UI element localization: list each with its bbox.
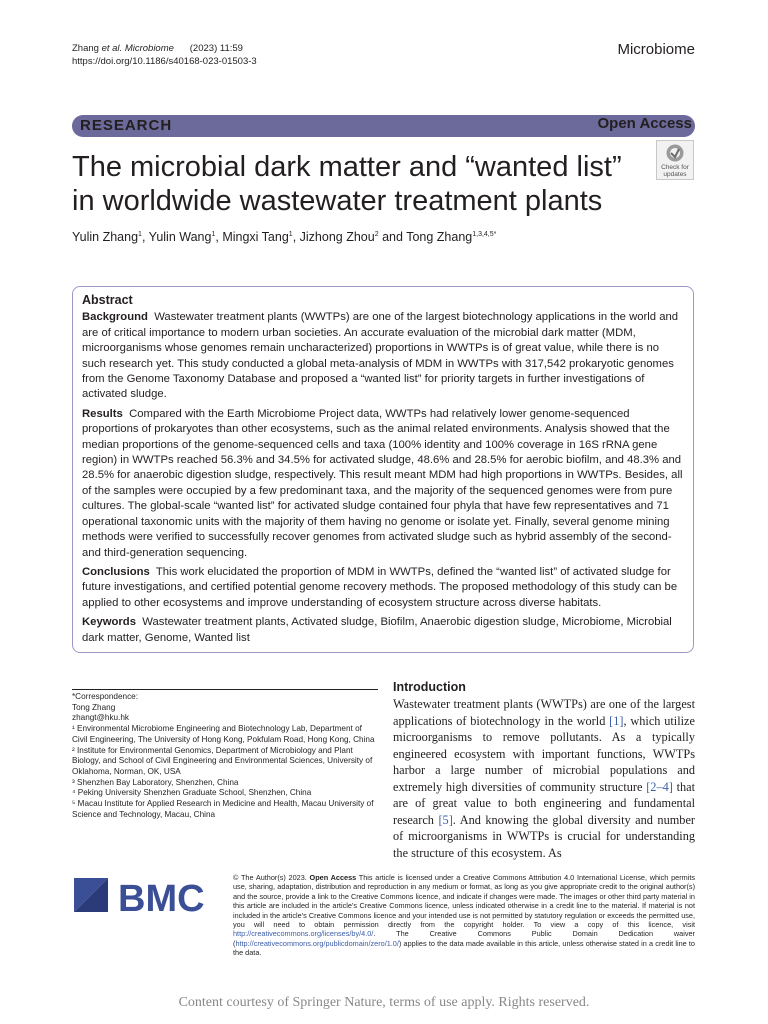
author-list: Yulin Zhang$^1$, Yulin Wang$^1$, Mingxi Tang$^1$, Jizhong Zhou$^2$ and Tong Zhang$^{1,3,4,5*}$ bbox=[72, 230, 497, 244]
citation-year: (2023) 11:59 bbox=[189, 43, 243, 54]
article-title: The microbial dark matter and “wanted list” in worldwide wastewater treatment plants bbox=[72, 151, 622, 217]
abstract-conclusions bbox=[82, 565, 684, 611]
license-end: ) applies to the data made available in this article, unless otherwise stated in a credit line to the data. bbox=[233, 938, 695, 958]
footnote-affiliation-1: ¹ Environmental Microbiome Engineering and Biotechnology Lab, Department of Civil Engineering, The University of Hong Kong, Pokfulam Road, Hong Kong, China bbox=[72, 724, 375, 744]
open-access-label: Open Access bbox=[597, 115, 692, 132]
license-open-access: Open Access bbox=[309, 873, 357, 882]
intro-text-3: that are of great value to both engineering and fundamental research bbox=[393, 779, 696, 827]
author-affiliation-mark: 1 bbox=[138, 230, 142, 238]
bmc-logo bbox=[72, 872, 222, 922]
abstract-heading: Abstract bbox=[82, 293, 133, 307]
author-name[interactable]: Yulin Wang bbox=[148, 230, 212, 244]
license-waiver: . The Creative Commons Public Domain Dedication waiver ( bbox=[233, 929, 695, 948]
citation-authors: Zhang bbox=[72, 43, 102, 54]
check-updates-line2: updates bbox=[663, 171, 687, 178]
author-affiliation-mark: 1,3,4,5* bbox=[472, 230, 497, 238]
author-affiliation-mark: 2 bbox=[374, 230, 379, 238]
footnote-affiliation-5: ⁵ Macau Institute for Applied Research in Medicine and Health, Macau University of Science and Technology, Macau, China bbox=[72, 799, 374, 819]
author-affiliation-mark: 1 bbox=[211, 230, 216, 238]
bmc-logo-mark bbox=[72, 872, 222, 922]
footnote-correspondence: *Correspondence: bbox=[72, 692, 138, 701]
license-link-zero[interactable]: http://creativecommons.org/publicdomain/zero/1.0/ bbox=[235, 938, 399, 948]
keywords-label: Keywords bbox=[82, 616, 136, 629]
footnote-name: Tong Zhang bbox=[72, 702, 116, 712]
intro-text-2: , which utilize microorganisms to remove pollutants. As a typically engineered ecosystem with important functions, WWTPs harbor a large number of microbial populations and extremely high diversities of community structure bbox=[393, 713, 695, 794]
background-text: Wastewater treatment plants (WWTPs) are one of the largest biotechnology applications in the world and are of critical importance to modern urban societies. An accurate evaluation of the microbial dark matter (MDM, microorganisms whose genomes remain uncharacterized) proportions in WWTPs is of great value, while there is no such research yet. This study conducted a global meta-analysis of MDM in WWTPs with 317,542 prokaryotic genomes from the Genome Taxonomy Database and proposed a “wanted list” for priority targets in further investigations of activated sludge. bbox=[82, 311, 679, 401]
license-body: This article is licensed under a Creative Commons Attribution 4.0 International License, which permits use, sharing, adaptation, distribution and reproduction in any medium or format, as long as you give appropriate credit to the original author(s) and the source, provide a link to the Creative Commons licence, and indicate if changes were made. The images or other third party material in this article are included in the article’s Creative Commons licence, unless indicated otherwise in a credit line to the material. If material is not included in the article’s Creative Commons licence and your intended use is not permitted by statutory regulation or exceeds the permitted use, you will need to obtain permission directly from the copyright holder. To view a copy of this licence, visit bbox=[233, 873, 695, 930]
courtesy-note: Content courtesy of Springer Nature, terms of use apply. Rights reserved. bbox=[178, 995, 590, 1010]
footnote-email[interactable]: zhangt@hku.hk bbox=[72, 713, 130, 723]
author-name[interactable]: Yulin Zhang bbox=[72, 230, 139, 244]
ref-link-5[interactable]: [5] bbox=[438, 812, 453, 827]
journal-name: Microbiome bbox=[617, 41, 695, 58]
keywords-text: Wastewater treatment plants, Activated sludge, Biofilm, Anaerobic digestion sludge, Microbiome, Microbial dark matter, Genome, Wanted list bbox=[82, 616, 672, 644]
introduction-heading: Introduction bbox=[393, 680, 466, 694]
conclusions-text: This work elucidated the proportion of MDM in WWTPs, defined the “wanted list” of activated sludge for future investigations, and certified potential genome recovery methods. The proposed methodology of this study can be applied to other ecosystems and improve understanding of ecosystem structure across diverse habitats. bbox=[82, 565, 678, 609]
article-type-label: RESEARCH bbox=[80, 117, 173, 134]
doi-link[interactable]: https://doi.org/10.1186/s40168-023-01503-3 bbox=[72, 56, 257, 67]
check-for-updates-badge[interactable] bbox=[656, 140, 694, 180]
author-name[interactable]: Jizhong Zhou bbox=[299, 230, 375, 244]
footnote-affiliation-2: ² Institute for Environmental Genomics, Department of Microbiology and Plant Biology, and School of Civil Engineering and Environmental Sciences, University of Oklahoma, Norman, OK, USA bbox=[72, 745, 373, 776]
footnote-affiliation-3: ³ Shenzhen Bay Laboratory, Shenzhen, China bbox=[72, 777, 239, 787]
results-label: Results bbox=[82, 407, 123, 420]
author-name[interactable]: Mingxi Tang bbox=[222, 230, 289, 244]
author-name[interactable]: Tong Zhang bbox=[406, 230, 473, 244]
author-affiliation-mark: 1 bbox=[288, 230, 293, 238]
background-label: Background bbox=[82, 311, 148, 324]
ref-link-1[interactable]: [1] bbox=[609, 713, 624, 728]
license-copyright: © The Author(s) 2023. bbox=[233, 873, 310, 882]
check-updates-line1: Check for bbox=[661, 164, 689, 171]
footnote-affiliation-4: ⁴ Peking University Shenzhen Graduate School, Shenzhen, China bbox=[72, 788, 312, 798]
conclusions-label: Conclusions bbox=[82, 565, 150, 578]
license-text bbox=[233, 873, 695, 958]
license-link-by[interactable]: http://creativecommons.org/licenses/by/4.0/ bbox=[233, 929, 374, 939]
citation bbox=[72, 42, 243, 55]
affiliation-footnotes bbox=[72, 689, 378, 820]
citation-journal: et al. Microbiome bbox=[101, 43, 174, 54]
bmc-logo-text: BMC bbox=[118, 878, 205, 920]
abstract-box bbox=[72, 286, 694, 653]
intro-text-1: Wastewater treatment plants (WWTPs) are one of the largest applications of biotechnology in the world bbox=[393, 697, 695, 728]
introduction-text bbox=[393, 696, 695, 861]
results-text: Compared with the Earth Microbiome Project data, WWTPs had relatively lower genome-sequenced proportions of prokaryotes than other ecosystems, such as the animal related environments. Analysis showed that the median proportions of the genome-sequenced cells and taxa (100% identity and 100% coverage in 16S rRNA gene region) in WWTPs reached 56.3% and 34.5% for activated sludge, 48.6% and 28.5% for aerobic biofilm, and 48.3% and 28.5% for anaerobic digestion sludge, respectively. This result meant MDM had high proportions in WWTPs. Besides, all of the samples were occupied by a few predominant taxa, and the majority of the sequenced genomes were from pure cultures. The global-scale “wanted list” for activated sludge contained four phyla that have few representatives and 71 operational taxonomic units with the majority of them having no genome or isolate yet. Finally, several genome mining methods were verified to successfully recover genomes from activated sludge such as hybrid assembly of the second- and third-generation sequencing. bbox=[82, 407, 683, 559]
abstract-keywords bbox=[82, 615, 684, 646]
intro-text-4: . And knowing the global diversity and number of microorganisms in WWTPs is crucial for understanding the structure of this ecosystem. As bbox=[393, 812, 695, 860]
ref-link-2-4[interactable]: [2–4] bbox=[646, 779, 673, 794]
abstract-results bbox=[82, 407, 684, 561]
abstract-background bbox=[82, 310, 684, 402]
